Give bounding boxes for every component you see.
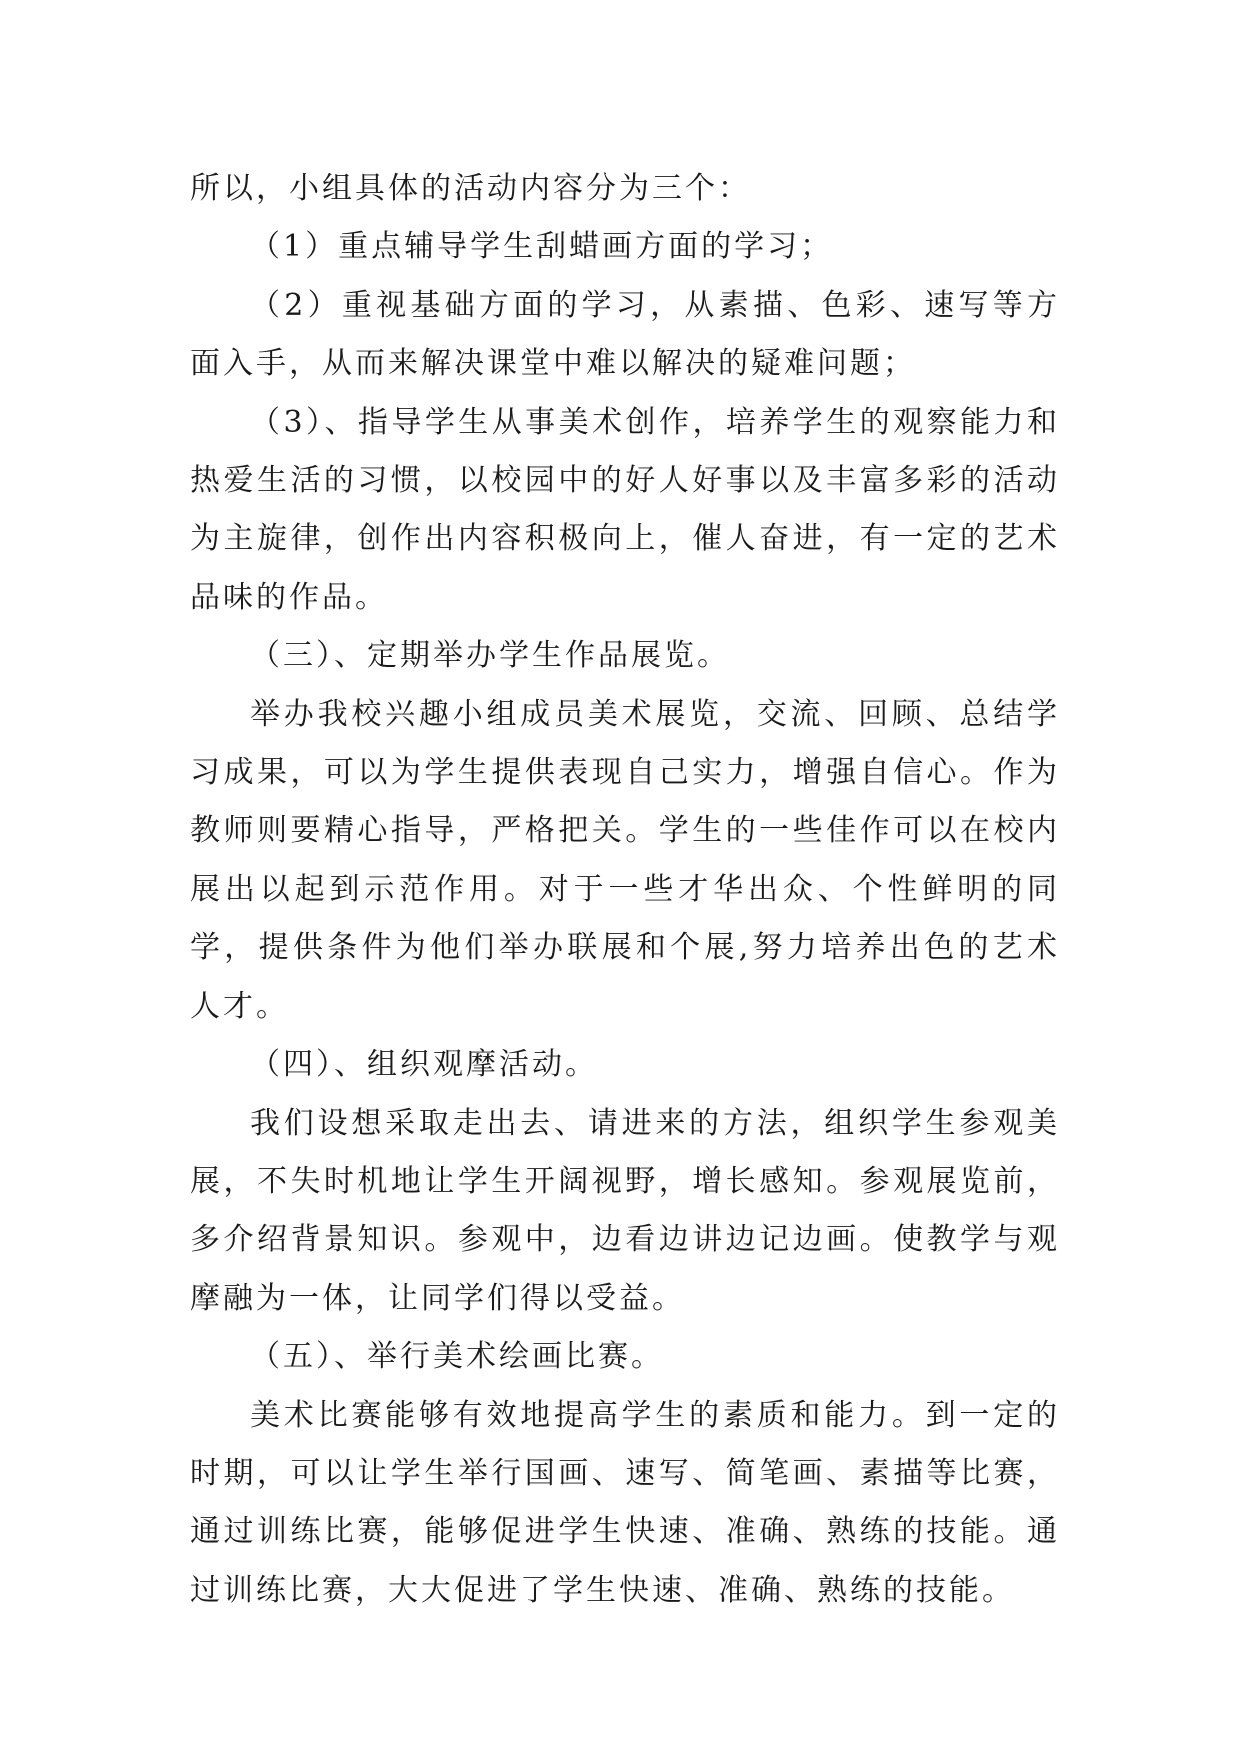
section-heading-competition: （五）、举行美术绘画比赛。 (250, 1339, 664, 1375)
paragraph-observation: 我们设想采取走出去、请进来的方法，组织学生参观美展，不失时机地让学生开阔视野，增长感知。参观展览前，多介绍背景知识。参观中，边看边讲边记边画。使教学与观摩融为一体，让同学们得以受益。 (190, 1105, 1060, 1316)
paragraph-exhibition: 举办我校兴趣小组成员美术展览，交流、回顾、总结学习成果，可以为学生提供表现自己实力，增强自信心。作为教师则要精心指导，严格把关。学生的一些佳作可以在校内展出以起到示范作用。对于一些才华出众、个性鲜明的同学，提供条件为他们举办联展和个展,努力培养出色的艺术人才。 (190, 696, 1060, 1024)
paragraph-item-2: （2）重视基础方面的学习，从素描、色彩、速写等方面入手，从而来解决课堂中难以解决的疑难问题； (190, 287, 1060, 382)
paragraph-activity-intro: 所以，小组具体的活动内容分为三个： (190, 171, 751, 206)
paragraph-competition: 美术比赛能够有效地提高学生的素质和能力。到一定的时期，可以让学生举行国画、速写、简笔画、素描等比赛，通过训练比赛，能够促进学生快速、准确、熟练的技能。通过训练比赛，大大促进了学生快速、准确、熟练的技能。 (190, 1397, 1060, 1608)
document-body (190, 160, 1060, 1620)
section-heading-observation: （四）、组织观摩活动。 (250, 1047, 598, 1083)
section-heading-exhibition: （三）、定期举办学生作品展览。 (250, 638, 730, 674)
paragraph-item-3: （3）、指导学生从事美术创作，培养学生的观察能力和热爱生活的习惯，以校园中的好人好事以及丰富多彩的活动为主旋律，创作出内容积极向上，催人奋进，有一定的艺术品味的作品。 (190, 404, 1060, 615)
paragraph-item-1: （1）重点辅导学生刮蜡画方面的学习； (250, 229, 834, 265)
